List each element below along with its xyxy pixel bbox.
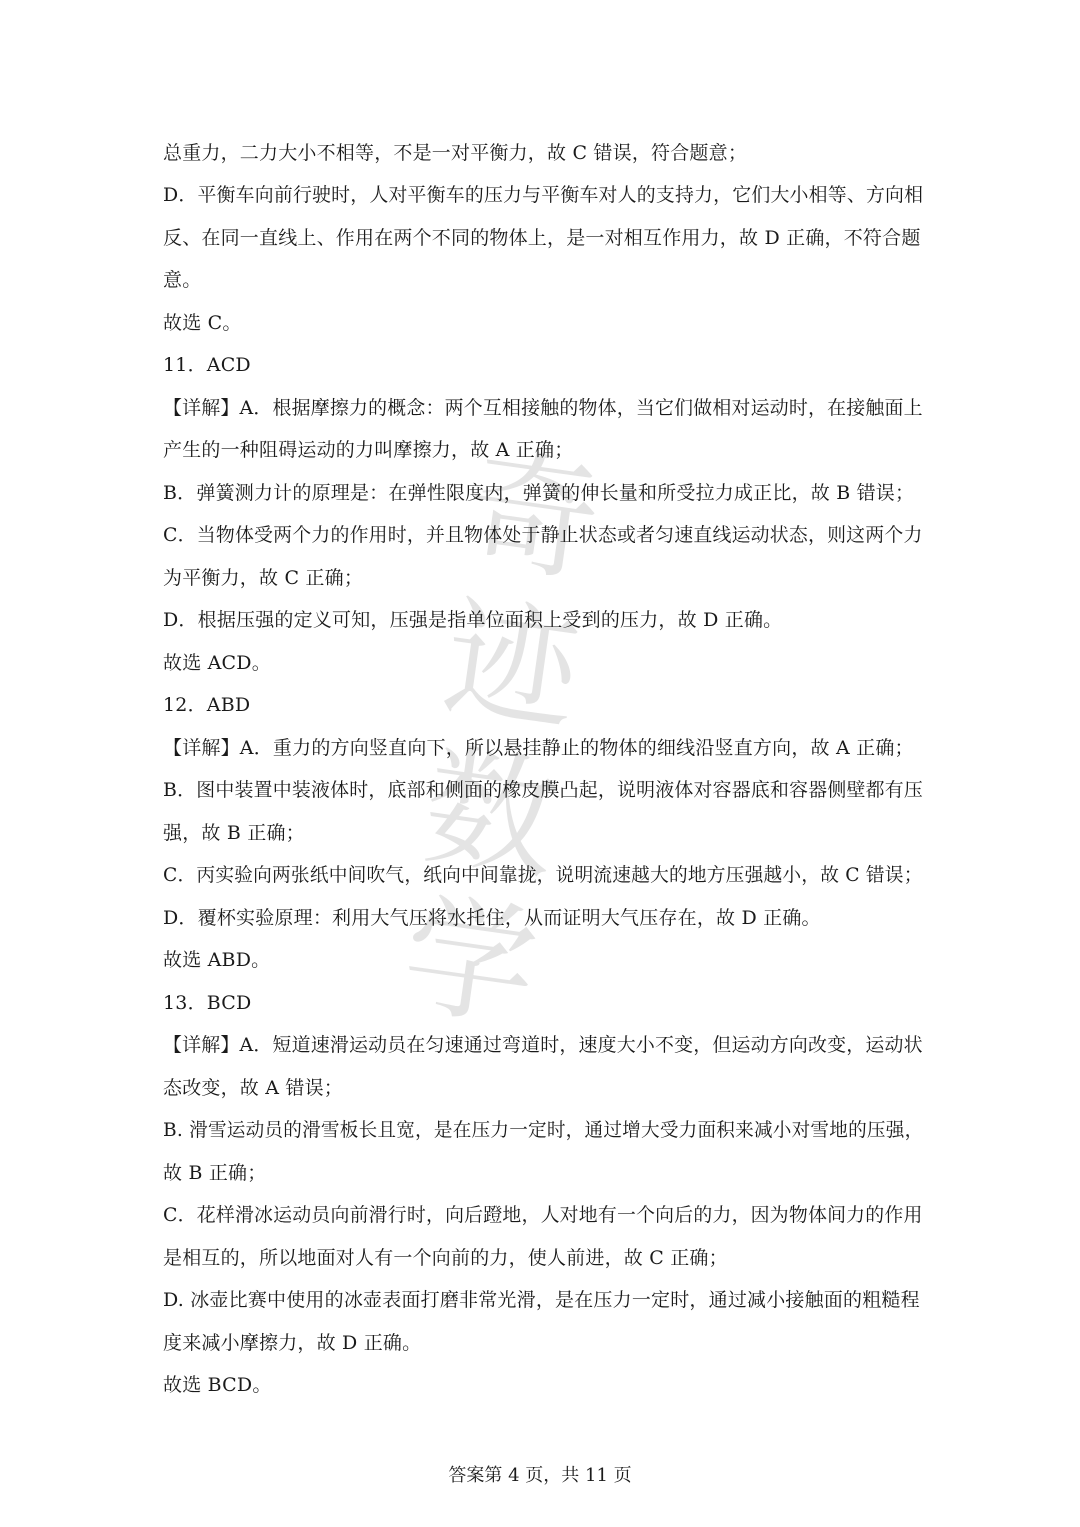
text-line: 总重力，二力大小不相等，不是一对平衡力，故 C 错误，符合题意； bbox=[163, 142, 748, 164]
text-line: D．覆杯实验原理：利用大气压将水托住，从而证明大气压存在，故 D 正确。 bbox=[163, 907, 821, 929]
text-line: 【详解】A．重力的方向竖直向下，所以悬挂静止的物体的细线沿竖直方向，故 A 正确； bbox=[163, 737, 914, 759]
text-line: D．根据压强的定义可知，压强是指单位面积上受到的压力，故 D 正确。 bbox=[163, 609, 783, 631]
text-line: 产生的一种阻碍运动的力叫摩擦力，故 A 正确； bbox=[163, 439, 574, 461]
watermark-char: 迹 bbox=[435, 580, 588, 752]
question-number: 13．BCD bbox=[163, 992, 252, 1014]
text-line: B．弹簧测力计的原理是：在弹性限度内，弹簧的伸长量和所受拉力成正比，故 B 错误； bbox=[163, 482, 915, 504]
watermark-char: 奇 bbox=[456, 431, 609, 603]
watermark-char: 学 bbox=[394, 877, 547, 1049]
text-line: 强，故 B 正确； bbox=[163, 822, 305, 844]
watermark-char: 数 bbox=[414, 728, 568, 900]
text-line: D．平衡车向前行驶时，人对平衡车的压力与平衡车对人的支持力，它们大小相等、方向相 bbox=[163, 184, 924, 206]
text-line: 反、在同一直线上、作用在两个不同的物体上，是一对相互作用力，故 D 正确，不符合题 bbox=[163, 227, 921, 249]
text-line: D. 冰壶比赛中使用的冰壶表面打磨非常光滑，是在压力一定时，通过减小接触面的粗糙程 bbox=[163, 1289, 920, 1311]
text-line: B. 滑雪运动员的滑雪板长且宽，是在压力一定时，通过增大受力面积来减小对雪地的压强， bbox=[163, 1119, 924, 1141]
question-number: 11．ACD bbox=[163, 354, 251, 376]
text-line: 度来减小摩擦力，故 D 正确。 bbox=[163, 1332, 422, 1354]
text-line: C．丙实验向两张纸中间吹气，纸向中间靠拢，说明流速越大的地方压强越小，故 C 错误； bbox=[163, 864, 923, 886]
text-line: C．花样滑冰运动员向前滑行时，向后蹬地，人对地有一个向后的力，因为物体间力的作用 bbox=[163, 1204, 923, 1226]
text-line: 为平衡力，故 C 正确； bbox=[163, 567, 364, 589]
text-line: 故选 ABD。 bbox=[163, 949, 271, 971]
page-footer: 答案第 4 页，共 11 页 bbox=[448, 1465, 632, 1486]
text-line: C．当物体受两个力的作用时，并且物体处于静止状态或者匀速直线运动状态，则这两个力 bbox=[163, 524, 923, 546]
text-line: 故 B 正确； bbox=[163, 1162, 267, 1184]
text-line: 意。 bbox=[163, 269, 202, 291]
text-line: 【详解】A．短道速滑运动员在匀速通过弯道时，速度大小不变，但运动方向改变，运动状 bbox=[163, 1034, 923, 1056]
text-line: 是相互的，所以地面对人有一个向前的力，使人前进，故 C 正确； bbox=[163, 1247, 728, 1269]
text-line: 【详解】A．根据摩擦力的概念：两个互相接触的物体，当它们做相对运动时，在接触面上 bbox=[163, 397, 923, 419]
text-line: B．图中装置中装液体时，底部和侧面的橡皮膜凸起，说明液体对容器底和容器侧壁都有压 bbox=[163, 779, 923, 801]
text-line: 态改变，故 A 错误； bbox=[163, 1077, 344, 1099]
text-line: 故选 BCD。 bbox=[163, 1374, 272, 1396]
question-number: 12．ABD bbox=[163, 694, 251, 716]
text-line: 故选 ACD。 bbox=[163, 652, 271, 674]
text-line: 故选 C。 bbox=[163, 312, 242, 334]
